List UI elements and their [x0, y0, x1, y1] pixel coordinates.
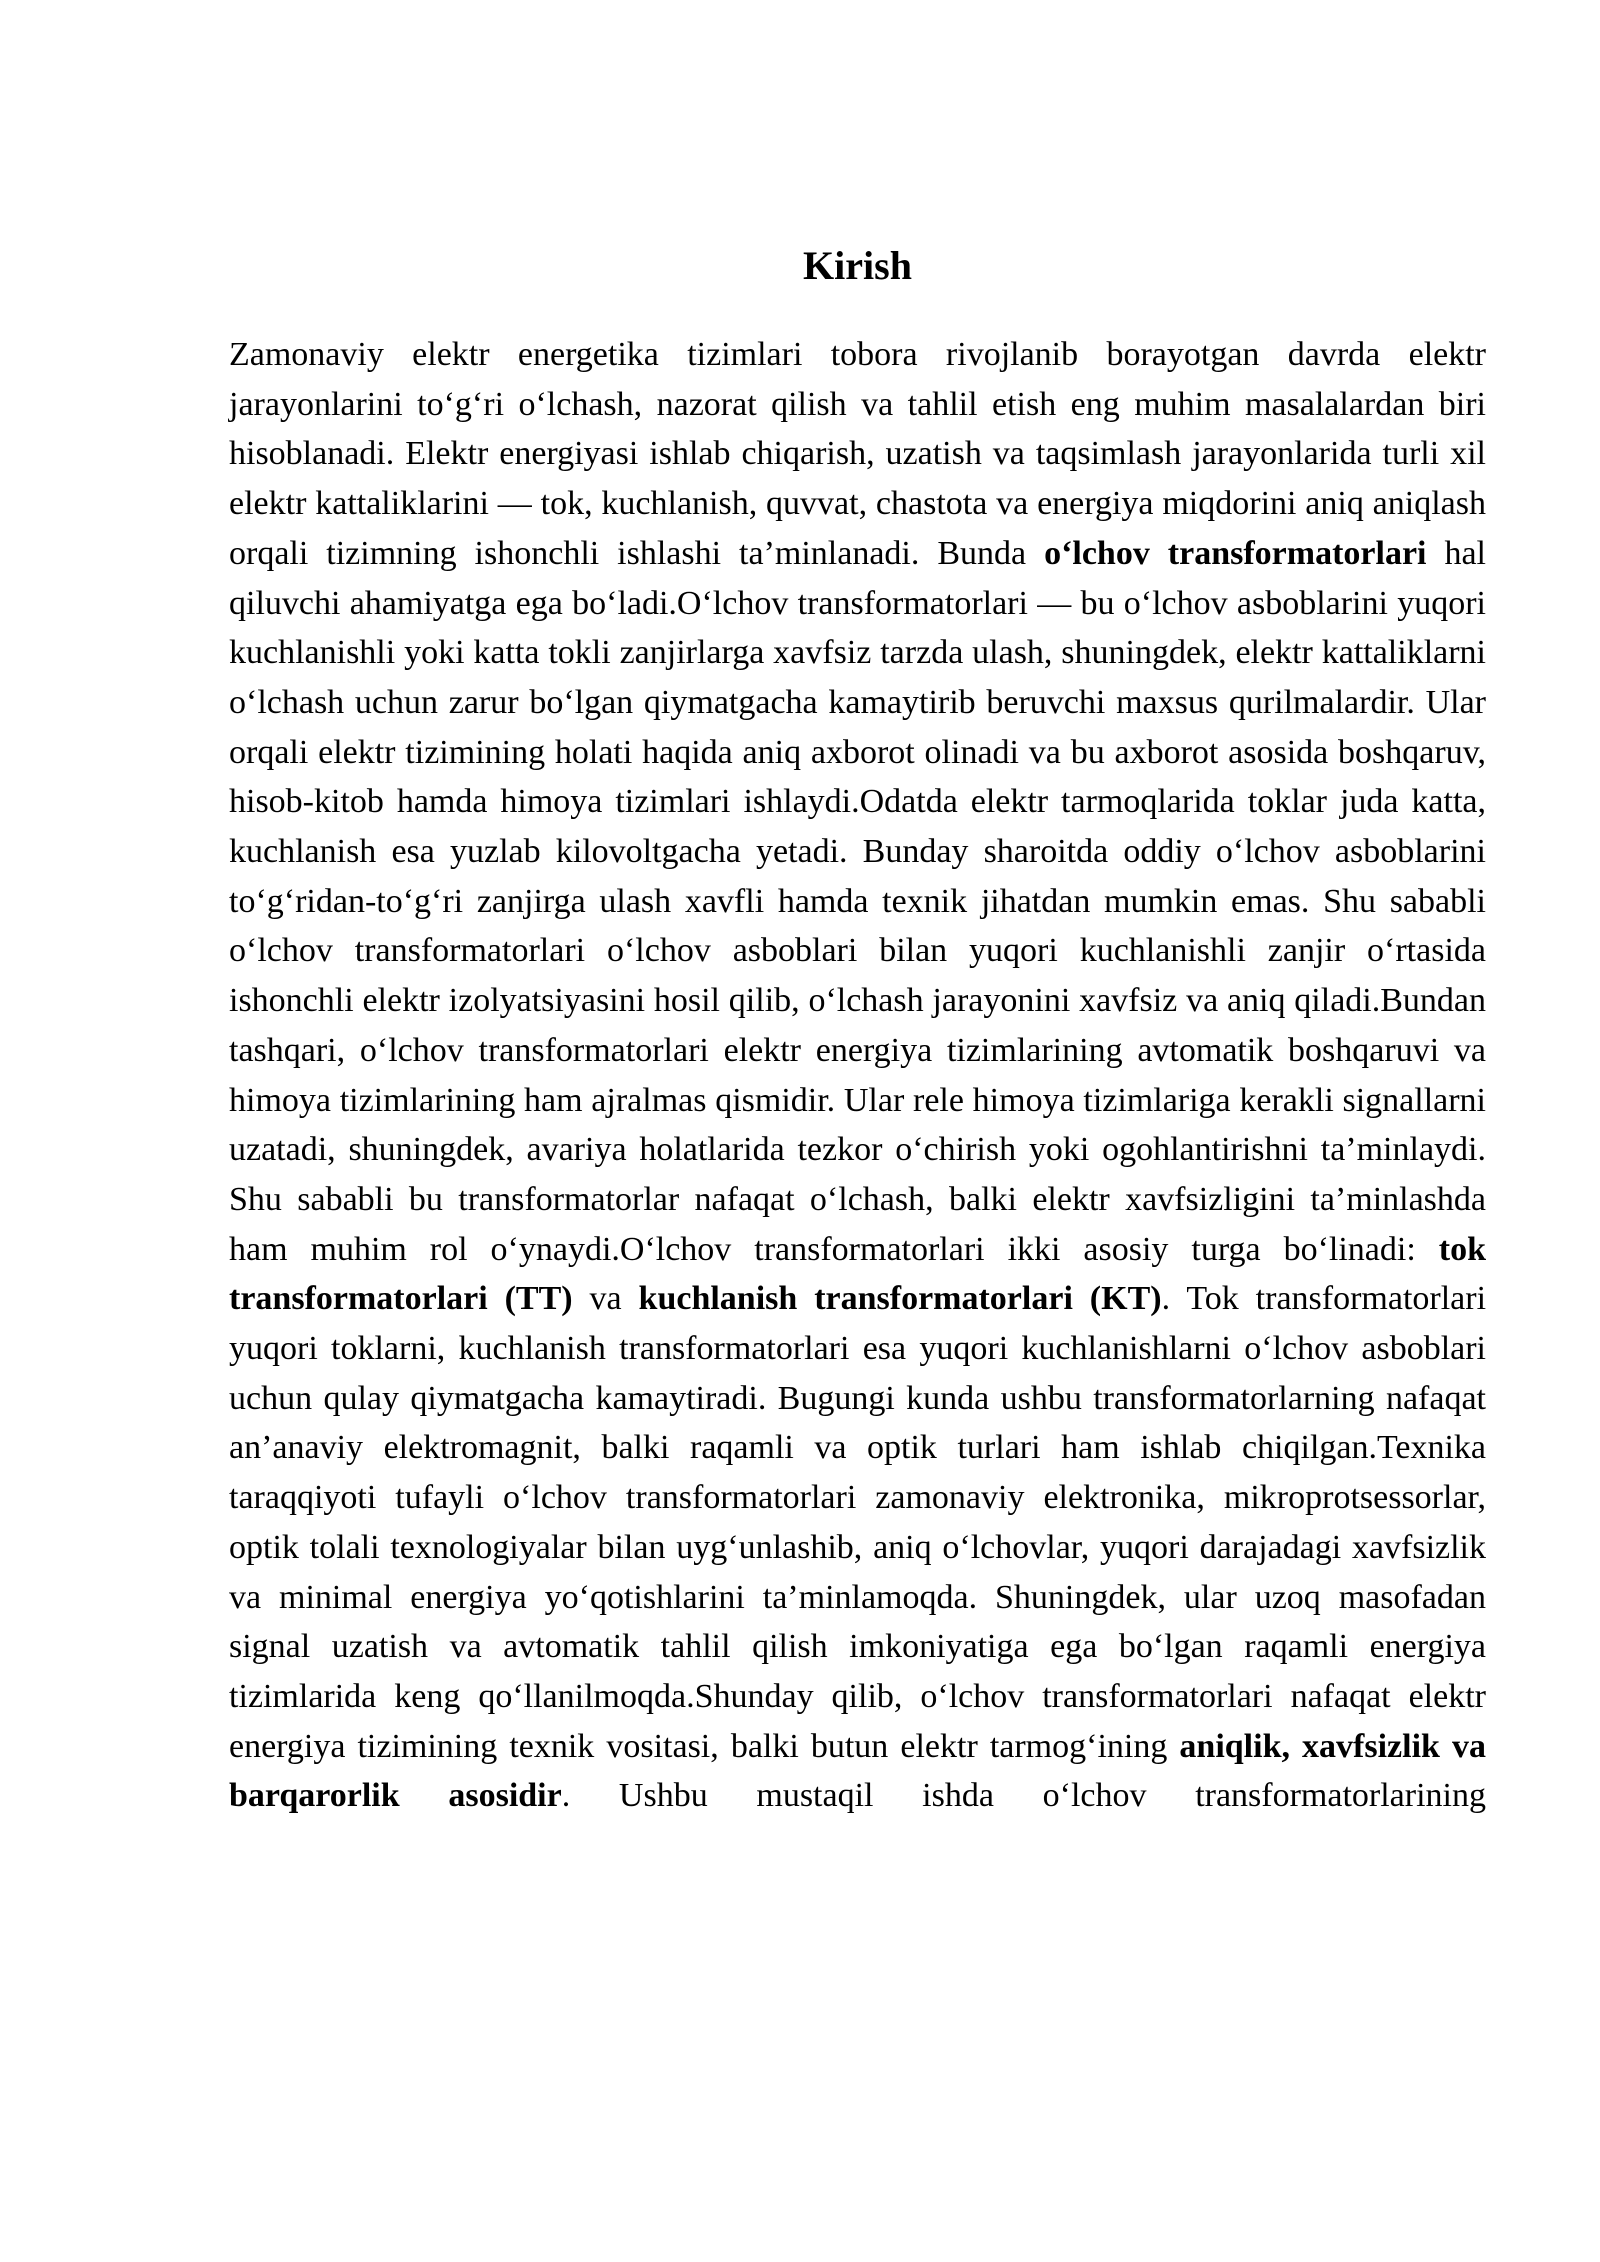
bold-term-olchov-transformatorlari: o‘lchov transformatorlari — [1044, 534, 1427, 572]
bold-phrase-aniqlik: aniqlik, xavfsizlik va barqarorlik asosidir — [229, 1727, 1486, 1815]
page-title: Kirish — [803, 243, 912, 288]
bold-term-kuchlanish-transformatorlari: kuchlanish transformatorlari (KT) — [638, 1280, 1162, 1318]
paragraph-text: . Tok transformatorlari yuqori toklarni, kuchlanish transformatorlari esa yuqori kuchlanishlarni o‘lchov asboblari uchun qulay qiymatgacha kamaytiradi. Bugungi kunda ushbu transformatorlarning nafaqat an’anaviy elektromagnit, balki raqamli va optik turlari ham ishlab chiqilgan.Texnika taraqqiyoti tufayli o‘lchov transformatorlari zamonaviy elektronika, mikroprotsessorlar, optik tolali texnologiyalar bilan uyg‘unlashib, aniq o‘lchovlar, yuqori darajadagi xavfsizlik va minimal energiya yo‘qotishlarini ta’minlamoqda. Shuningdek, ular uzoq masofadan signal uzatish va avtomatik tahlil qilish imkoniyatiga ega bo‘lgan raqamli energiya tizimlarida keng qo‘llanilmoqda.Shunday qilib, o‘lchov transformatorlari nafaqat elektr energiya tizimining texnik vositasi, balki butun elektr tarmog‘ining — [229, 1280, 1487, 1765]
body-paragraph — [229, 330, 1486, 1821]
paragraph-text: . Ushbu mustaqil ishda o‘lchov transformatorlarining — [561, 1777, 1486, 1815]
bold-term-tok-transformatorlari: tok transformatorlari (TT) — [229, 1230, 1486, 1318]
paragraph-text: hal qiluvchi ahamiyatga ega bo‘ladi.O‘lchov transformatorlari — bu o‘lchov asboblarini yuqori kuchlanishli yoki katta tokli zanjirlarga xavfsiz tarzda ulash, shuningdek, elektr kattaliklarni o‘lchash uchun zarur bo‘lgan qiymatgacha kamaytirib beruvchi maxsus qurilmalardir. Ular orqali elektr tizimining holati haqida aniq axborot olinadi va bu axborot asosida boshqaruv, hisob-kitob hamda himoya tizimlari ishlaydi.Odatda elektr tarmoqlarida toklar juda katta, kuchlanish esa yuzlab kilovoltgacha yetadi. Bunday sharoitda oddiy o‘lchov asboblarini to‘g‘ridan-to‘g‘ri zanjirga ulash xavfli hamda texnik jihatdan mumkin emas. Shu sababli o‘lchov transformatorlari o‘lchov asboblari bilan yuqori kuchlanishli zanjir o‘rtasida ishonchli elektr izolyatsiyasini hosil qilib, o‘lchash jarayonini xavfsiz va aniq qiladi.Bundan tashqari, o‘lchov transformatorlari elektr energiya tizimlarining avtomatik boshqaruvi va himoya tizimlarining ham ajralmas qismidir. Ular rele himoya tizimlariga kerakli signallarni uzatadi, shuningdek, avariya holatlarida tezkor o‘chirish yoki ogohlantirishni ta’minlaydi. Shu sababli bu transformatorlar nafaqat o‘lchash, balki elektr xavfsizligini ta’minlashda ham muhim rol o‘ynaydi.O‘lchov transformatorlari ikki asosiy turga bo‘linadi: — [229, 534, 1486, 1268]
paragraph-text: Zamonaviy elektr energetika tizimlari tobora rivojlanib borayotgan davrda elektr jarayonlarini to‘g‘ri o‘lchash, nazorat qilish va tahlil etish eng muhim masalalardan biri hisoblanadi. Elektr energiyasi ishlab chiqarish, uzatish va taqsimlash jarayonlarida turli xil elektr kattaliklarini — tok, kuchlanish, quvvat, chastota va energiya miqdorini aniq aniqlash orqali tizimning ishonchli ishlashi ta’minlanadi. Bunda — [229, 336, 1486, 572]
paragraph-text: va — [572, 1280, 639, 1318]
